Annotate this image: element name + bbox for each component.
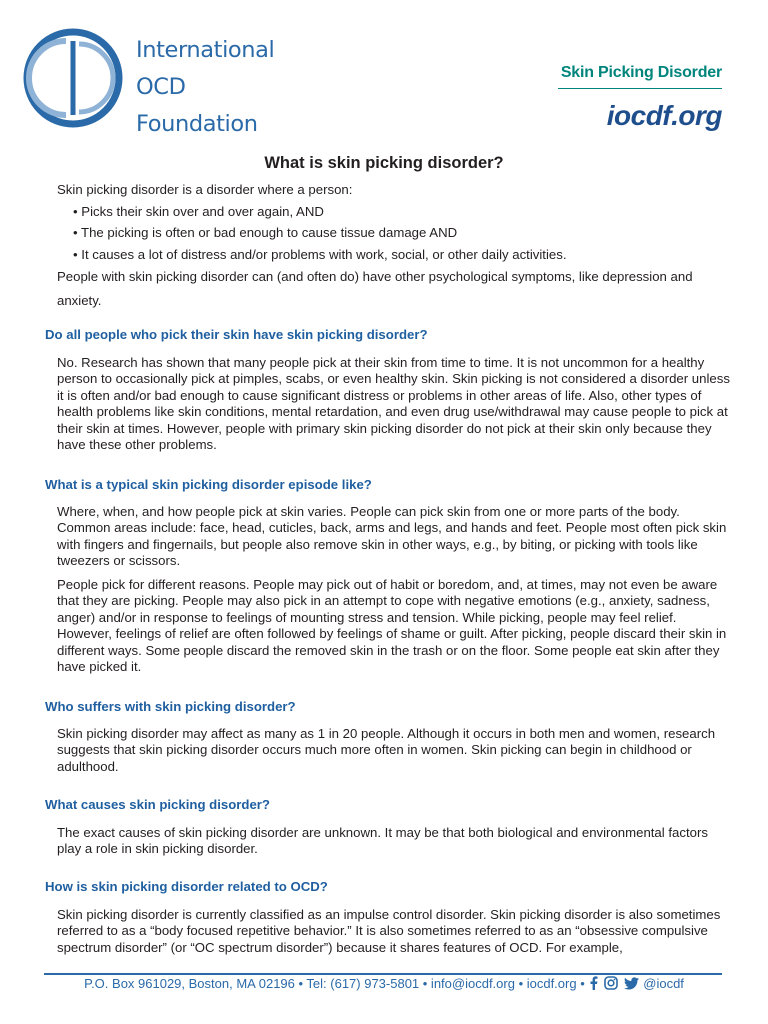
- footer-contact: P.O. Box 961029, Boston, MA 02196 • Tel: (617) 973-5801 • info@iocdf.org • iocdf.org •: [84, 976, 585, 991]
- site-url[interactable]: iocdf.org: [606, 100, 722, 131]
- section-heading-5: How is skin picking disorder related to OCD?: [45, 879, 328, 894]
- section-heading-2: What is a typical skin picking disorder episode like?: [45, 477, 372, 492]
- twitter-icon[interactable]: [624, 977, 639, 990]
- footer: [0, 976, 768, 991]
- intro-bullet-1: • Picks their skin over and over again, AND: [73, 203, 324, 219]
- org-name-line-3: Foundation: [136, 111, 258, 137]
- intro-bullet-2: • The picking is often or bad enough to cause tissue damage AND: [73, 225, 458, 240]
- section-heading-4: What causes skin picking disorder?: [45, 797, 270, 812]
- instagram-icon[interactable]: [604, 976, 618, 990]
- intro-closing: People with skin picking disorder can (and often do) have other psychological symptoms, like depression and anxiety.: [57, 269, 693, 308]
- topic-title: Skin Picking Disorder: [560, 64, 722, 81]
- section-heading-3: Who suffers with skin picking disorder?: [45, 699, 296, 714]
- section-heading-1: Do all people who pick their skin have skin picking disorder?: [45, 327, 428, 342]
- section-2-paragraph-1: Where, when, and how people pick at skin varies. People can pick skin from one or more parts of the body. Common areas include: face, head, cuticles, back, arms and legs, and hands and feet. People most often pick skin with fingers and fingernails, but people also remove skin in other ways, e.g., by biting, or picking with tools like tweezers or scissors.: [57, 504, 727, 569]
- org-name: [136, 32, 274, 143]
- org-name-line-1: International: [136, 37, 275, 63]
- section-2-paragraph-2: People pick for different reasons. People may pick out of habit or boredom, and, at times, may not even be aware that they are picking. People may also pick in an attempt to cope with negative emotions (e.g., anxiety, sadness, anger) and/or in response to feelings of mounting stress and tension. While picking, people may feel relief. However, feelings of relief are often followed by feelings of shame or guilt. After picking, people discard their skin in different ways. Some people discard the removed skin in the trash or on the floor. Some people eat skin after they have picked it.: [57, 577, 727, 675]
- footer-divider: [44, 973, 722, 975]
- footer-handle[interactable]: @iocdf: [643, 976, 684, 991]
- intro-section: [57, 179, 737, 313]
- section-3-paragraph-1: Skin picking disorder may affect as many as 1 in 20 people. Although it occurs in both men and women, research suggests that skin picking disorder occurs much more often in women. Skin picking can begin in childhood or adulthood.: [57, 726, 716, 774]
- facebook-icon[interactable]: [589, 976, 598, 990]
- topic-divider: [558, 88, 722, 89]
- intro-lead: Skin picking disorder is a disorder where a person:: [57, 182, 353, 197]
- org-name-line-2: OCD: [136, 74, 186, 100]
- intro-bullet-3: • It causes a lot of distress and/or problems with work, social, or other daily activities.: [73, 246, 567, 262]
- section-1-paragraph-1: No. Research has shown that many people pick at their skin from time to time. It is not uncommon for a healthy person to occasionally pick at pimples, scabs, or even healthy skin. Skin picking is not considered a disorder unless it is often and/or bad enough to cause significant distress or problems in other areas of life. Also, other types of health problems like skin conditions, mental retardation, and even drug use/withdrawal may cause people to pick at their skin at times. However, people with primary skin picking disorder do not pick at their skin only because they have these other problems.: [57, 355, 730, 453]
- iocdf-logo-icon: [22, 27, 124, 129]
- section-5-paragraph-1: Skin picking disorder is currently classified as an impulse control disorder. Skin picking disorder is also sometimes referred to as a “body focused repetitive behavior.” It is also sometimes referred to as an “obsessive compulsive spectrum disorder” (or “OC spectrum disorder”) because it shares features of OCD. For example,: [57, 907, 721, 955]
- page-title: What is skin picking disorder?: [264, 154, 504, 172]
- section-4-paragraph-1: The exact causes of skin picking disorder are unknown. It may be that both biological and environmental factors play a role in skin picking disorder.: [57, 825, 708, 857]
